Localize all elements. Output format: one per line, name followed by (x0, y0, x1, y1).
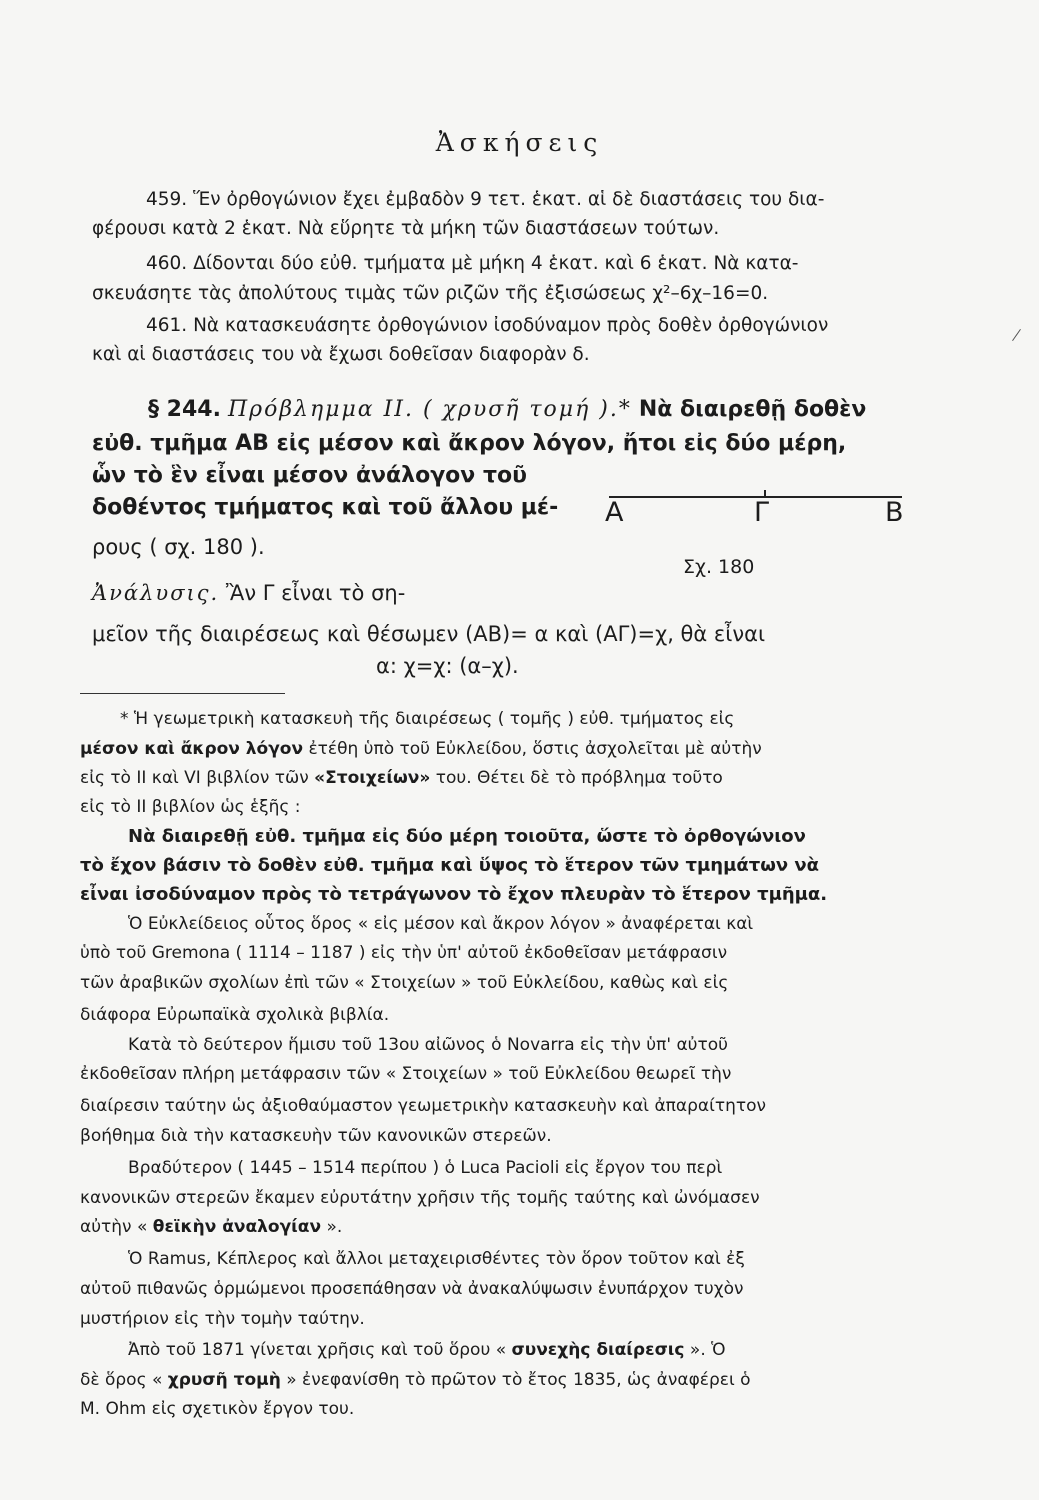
footnote-line-18 (80, 1215, 342, 1239)
euclid-statement-line-2: τὸ ἔχον βάσιν τὸ δοθὲν εὐθ. τμῆμα καὶ ὕψος τὸ ἕτερον τῶν τμημάτων νὰ (80, 855, 820, 876)
exercise-459-line-2: φέρουσι κατὰ 2 ἑκατ. Νὰ εὕρητε τὰ μήκη τῶν διαστάσεων τούτων. (92, 218, 720, 239)
footnote-line-4: εἰς τὸ ΙΙ βιβλίον ὡς ἑξῆς : (80, 797, 301, 817)
footnote-line-3-b: του. Θέτει δὲ τὸ πρόβλημα τοῦτο (430, 768, 723, 788)
point-b-label: Β (885, 497, 904, 528)
footnote-line-23 (80, 1368, 751, 1392)
footnote-line-18-b: ». (321, 1217, 343, 1237)
problem-line-5: ρους ( σχ. 180 ). (92, 535, 265, 559)
problem-statement-start: Νὰ διαιρεθῇ δοθὲν (638, 397, 867, 422)
proportion-formula: α: χ=χ: (α–χ). (376, 654, 519, 678)
analysis-label: Ἀνάλυσις. (92, 581, 220, 605)
footnote-line-2-rest: ἐτέθη ὑπὸ τοῦ Εὐκλείδου, ὅστις ἀσχολεῖται μὲ αὐτὴν (303, 739, 762, 759)
exercise-460-line-1: 460. Δίδονται δύο εὐθ. τμήματα μὲ μήκη 4 ἑκατ. καὶ 6 ἑκατ. Νὰ κατα- (146, 253, 799, 274)
footnote-line-22 (128, 1338, 726, 1362)
footnote-line-2 (80, 737, 762, 761)
exercise-461-line-2: καὶ αἱ διαστάσεις του νὰ ἔχωσι δοθεῖσαν διαφορὰν δ. (92, 344, 590, 365)
footnote-line-22-b: ». Ὁ (684, 1340, 726, 1360)
margin-mark (1012, 329, 1021, 341)
analysis-line-2: μεῖον τῆς διαιρέσεως καὶ θέσωμεν (ΑΒ)= α καὶ (ΑΓ)=χ, θὰ εἶναι (92, 622, 766, 646)
term-elements: «Στοιχείων» (314, 768, 431, 788)
problem-title: Πρόβλημμα ΙΙ. ( χρυσῆ τομή ).* (227, 397, 632, 422)
problem-line-3: ὧν τὸ ἓν εἶναι μέσον ἀνάλογον τοῦ (92, 463, 527, 488)
footnote-line-18-a: αὐτὴν « (80, 1217, 153, 1237)
footnote-line-12: Κατὰ τὸ δεύτερον ἥμισυ τοῦ 13ου αἰῶνος ὁ Novarra εἰς τὴν ὑπ' αὐτοῦ (128, 1035, 728, 1055)
footnote-line-16: Βραδύτερον ( 1445 – 1514 περίπου ) ὁ Luca Pacioli εἰς ἔργον του περὶ (128, 1158, 723, 1178)
term-golden-section: χρυσῆ τομὴ (167, 1370, 281, 1390)
footnote-line-21: μυστήριον εἰς τὴν τομὴν ταύτην. (80, 1309, 365, 1329)
footnote-line-22-a: Ἀπὸ τοῦ 1871 γίνεται χρῆσις καὶ τοῦ ὅρου « (128, 1340, 512, 1360)
footnote-line-10: τῶν ἀραβικῶν σχολίων ἐπὶ τῶν « Στοιχείων » τοῦ Εὐκλείδου, καθὼς καὶ εἰς (80, 973, 729, 993)
term-continuous-division: συνεχὴς διαίρεσις (511, 1340, 685, 1360)
page-title: Ἀσκήσεις (435, 128, 604, 157)
footnote-line-15: βοήθημα διὰ τὴν κατασκευὴν τῶν κανονικῶν στερεῶν. (80, 1126, 552, 1146)
exercise-459-line-1: 459. Ἕν ὀρθογώνιον ἔχει ἐμβαδὸν 9 τετ. ἑκατ. αἱ δὲ διαστάσεις του δια- (146, 189, 825, 210)
exercise-461-line-1: 461. Νὰ κατασκευάσητε ὀρθογώνιον ἰσοδύναμον πρὸς δοθὲν ὀρθογώνιον (146, 315, 829, 336)
section-number: § 244. (148, 397, 221, 422)
footnote-line-1: * Ἡ γεωμετρικὴ κατασκευὴ τῆς διαιρέσεως ( τομῆς ) εὐθ. τμήματος εἰς (120, 709, 735, 729)
footnote-line-23-a: δὲ ὅρος « (80, 1370, 168, 1390)
footnote-line-3 (80, 766, 723, 790)
footnote-line-17: κανονικῶν στερεῶν ἔκαμεν εὐρυτάτην χρῆσιν τῆς τομῆς ταύτης καὶ ὠνόμασεν (80, 1188, 760, 1208)
footnote-line-3-a: εἰς τὸ ΙΙ καὶ VI βιβλίον τῶν (80, 768, 315, 788)
footnote-line-9: ὑπὸ τοῦ Gremona ( 1114 – 1187 ) εἰς τὴν ὑπ' αὐτοῦ ἐκδοθεῖσαν μετάφρασιν (80, 943, 728, 963)
footnote-rule (80, 693, 285, 694)
analysis-text: Ἂν Γ εἶναι τὸ ση- (225, 581, 406, 605)
footnote-line-24: M. Ohm εἰς σχετικὸν ἔργον του. (80, 1399, 355, 1419)
euclid-statement-line-3: εἶναι ἰσοδύναμον πρὸς τὸ τετράγωνον τὸ ἔχον πλευρὰν τὸ ἕτερον τμῆμα. (80, 884, 828, 905)
footnote-line-11: διάφορα Εὐρωπαϊκὰ σχολικὰ βιβλία. (80, 1005, 390, 1025)
problem-heading (148, 396, 866, 424)
problem-line-2: εὐθ. τμῆμα ΑΒ εἰς μέσον καὶ ἄκρον λόγον, ἤτοι εἰς δύο μέρη, (92, 431, 847, 456)
problem-line-4: δοθέντος τμήματος καὶ τοῦ ἄλλου μέ- (92, 495, 559, 520)
footnote-line-13: ἐκδοθεῖσαν πλήρη μετάφρασιν τῶν « Στοιχείων » τοῦ Εὐκλείδου θεωρεῖ τὴν (80, 1064, 732, 1084)
footnote-line-19: Ὁ Ramus, Κέπλερος καὶ ἄλλοι μεταχειρισθέντες τὸν ὅρον τοῦτον καὶ ἐξ (128, 1249, 745, 1269)
footnote-line-8: Ὁ Εὐκλείδειος οὗτος ὅρος « εἰς μέσον καὶ ἄκρον λόγον » ἀναφέρεται καὶ (128, 914, 754, 934)
term-extreme-mean-ratio: μέσον καὶ ἄκρον λόγον (80, 739, 304, 759)
point-g-tick (764, 490, 766, 497)
exercise-460-line-2: σκευάσητε τὰς ἀπολύτους τιμὰς τῶν ριζῶν τῆς ἐξισώσεως χ²–6χ–16=0. (92, 283, 769, 304)
point-a-label: Α (605, 497, 624, 528)
point-g-label: Γ (754, 497, 770, 528)
euclid-statement-line-1: Νὰ διαιρεθῇ εὐθ. τμῆμα εἰς δύο μέρη τοιοῦτα, ὥστε τὸ ὀρθογώνιον (128, 826, 806, 847)
footnote-line-20: αὐτοῦ πιθανῶς ὁρμώμενοι προσεπάθησαν νὰ ἀνακαλύψωσιν ἐνυπάρχον τυχὸν (80, 1279, 744, 1299)
footnote-line-23-b: » ἐνεφανίσθη τὸ πρῶτον τὸ ἔτος 1835, ὡς ἀναφέρει ὁ (280, 1370, 751, 1390)
analysis-line-1 (92, 579, 405, 607)
term-divine-proportion: θεϊκὴν ἀναλογίαν (152, 1217, 322, 1237)
footnote-line-14: διαίρεσιν ταύτην ὡς ἀξιοθαύμαστον γεωμετρικὴν κατασκευὴν καὶ ἀπαραίτητον (80, 1096, 766, 1116)
figure-caption: Σχ. 180 (683, 556, 755, 578)
